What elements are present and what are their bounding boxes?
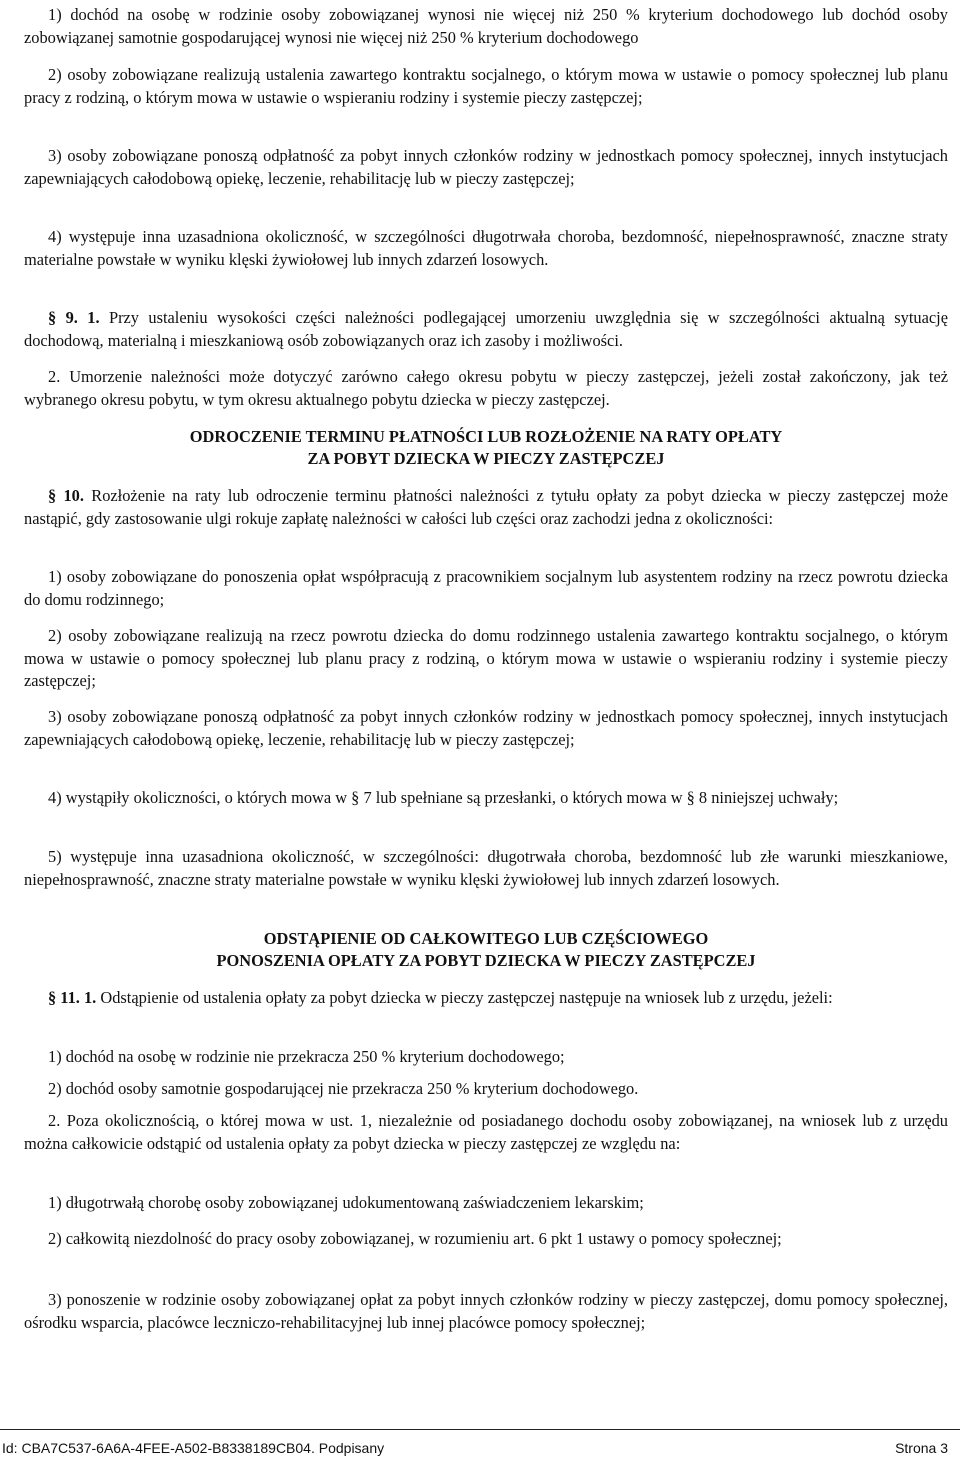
paragraph-3: 3) osoby zobowiązane ponoszą odpłatność za pobyt innych członków rodziny w jednostkach pomocy społecznej, innych instytucjach zapewniających całodobową opiekę, leczenie, rehabilitację lub w pieczy zastępczej; [24, 146, 948, 188]
section-heading-1 [24, 426, 948, 469]
document-id: Id: CBA7C537-6A6A-4FEE-A502-B8338189CB04. Podpisany [2, 1440, 385, 1456]
paragraph-12: 5) występuje inna uzasadniona okoliczność, w szczególności: długotrwała choroba, bezdomność lub złe warunki mieszkaniowe, niepełnosprawność, znaczne straty materialne powstałe w wyniku klęski żywiołowej lub innych zdarzeń losowych. [24, 847, 948, 889]
paragraph-2: 2) osoby zobowiązane realizują ustalenia zawartego kontraktu socjalnego, o którym mowa w ustawie o pomocy społecznej lub planu pracy z rodziną, o którym mowa w ustawie o wspieraniu rodziny i systemie pieczy zastępczej; [24, 65, 948, 107]
section-heading-2 [24, 928, 948, 971]
paragraph-15: 2) dochód osoby samotnie gospodarującej nie przekracza 250 % kryterium dochodowego. [48, 1079, 639, 1098]
section-number: § 10. [48, 486, 84, 505]
paragraph-19: 3) ponoszenie w rodzinie osoby zobowiązanej opłat za pobyt innych członków rodziny w pieczy zastępczej, domu pomocy społecznej, ośrodku wsparcia, placówce leczniczo-rehabilitacyjnej lub innej placówce pomocy społecznej; [24, 1290, 948, 1332]
heading-line: ZA POBYT DZIECKA W PIECZY ZASTĘPCZEJ [307, 448, 665, 468]
paragraph-18: 2) całkowitą niezdolność do pracy osoby zobowiązanej, w rozumieniu art. 6 pkt 1 ustawy o pomocy społecznej; [48, 1229, 782, 1248]
paragraph-7 [24, 485, 948, 530]
section-number: § 9. 1. [48, 308, 100, 327]
paragraph-text: Przy ustaleniu wysokości części należności podlegającej umorzeniu uwzględnia się w szczególności aktualną sytuację dochodową, materialną i mieszkaniową osób zobowiązanych oraz ich zasoby i możliwości. [24, 308, 948, 350]
section-number: § 11. 1. [48, 988, 97, 1007]
paragraph-5 [24, 307, 948, 352]
paragraph-6: 2. Umorzenie należności może dotyczyć zarówno całego okresu pobytu w pieczy zastępczej, jeżeli został zakończony, jak też wybranego okresu pobytu, w tym okresu aktualnego pobytu dziecka w pieczy zastępczej. [24, 367, 948, 409]
paragraph-14: 1) dochód na osobę w rodzinie nie przekracza 250 % kryterium dochodowego; [48, 1047, 565, 1066]
paragraph-9: 2) osoby zobowiązane realizują na rzecz powrotu dziecka do domu rodzinnego ustalenia zawartego kontraktu socjalnego, o którym mowa w ustawie o pomocy społecznej lub planu pracy z rodziną, o którym mowa w ustawie o wspieraniu rodziny i systemie pieczy zastępczej; [24, 626, 948, 690]
paragraph-text: Rozłożenie na raty lub odroczenie terminu płatności należności z tytułu opłaty za pobyt dziecka w pieczy zastępczej może nastąpić, gdy zastosowanie ulgi rokuje zapłatę należności w całości lub części oraz zachodzi jedna z okoliczności: [24, 486, 948, 528]
heading-line: PONOSZENIA OPŁATY ZA POBYT DZIECKA W PIECZY ZASTĘPCZEJ [216, 950, 756, 970]
paragraph-text: Odstąpienie od ustalenia opłaty za pobyt dziecka w pieczy zastępczej następuje na wniosek lub z urzędu, jeżeli: [96, 988, 833, 1007]
paragraph-1: 1) dochód na osobę w rodzinie osoby zobowiązanej wynosi nie więcej niż 250 % kryterium dochodowego lub dochód osoby zobowiązanej samotnie gospodarującej wynosi nie więcej niż 250 % kryterium dochodowego [24, 5, 948, 47]
paragraph-11: 4) wystąpiły okoliczności, o których mowa w § 7 lub spełniane są przesłanki, o których mowa w § 8 niniejszej uchwały; [48, 788, 839, 807]
paragraph-8: 1) osoby zobowiązane do ponoszenia opłat współpracują z pracownikiem socjalnym lub asystentem rodziny na rzecz powrotu dziecka do domu rodzinnego; [24, 567, 948, 609]
heading-line: ODROCZENIE TERMINU PŁATNOŚCI LUB ROZŁOŻENIE NA RATY OPŁATY [189, 427, 783, 446]
page-footer [0, 1429, 960, 1456]
paragraph-13 [24, 987, 948, 1010]
paragraph-10: 3) osoby zobowiązane ponoszą odpłatność za pobyt innych członków rodziny w jednostkach pomocy społecznej, innych instytucjach zapewniających całodobową opiekę, leczenie, rehabilitację lub w pieczy zastępczej; [24, 707, 948, 749]
heading-line: ODSTĄPIENIE OD CAŁKOWITEGO LUB CZĘŚCIOWEGO [263, 929, 709, 948]
paragraph-16: 2. Poza okolicznością, o której mowa w ust. 1, niezależnie od posiadanego dochodu osoby zobowiązanej, na wniosek lub z urzędu można całkowicie odstąpić od ustalenia opłaty za pobyt dziecka w pieczy zastępczej ze względu na: [24, 1111, 948, 1153]
paragraph-17: 1) długotrwałą chorobę osoby zobowiązanej udokumentowaną zaświadczeniem lekarskim; [48, 1193, 644, 1212]
page-number: Strona 3 [895, 1440, 948, 1456]
paragraph-4: 4) występuje inna uzasadniona okoliczność, w szczególności długotrwała choroba, bezdomność, niepełnosprawność, znaczne straty materialne powstałe w wyniku klęski żywiołowej lub innych zdarzeń losowych. [24, 227, 948, 269]
